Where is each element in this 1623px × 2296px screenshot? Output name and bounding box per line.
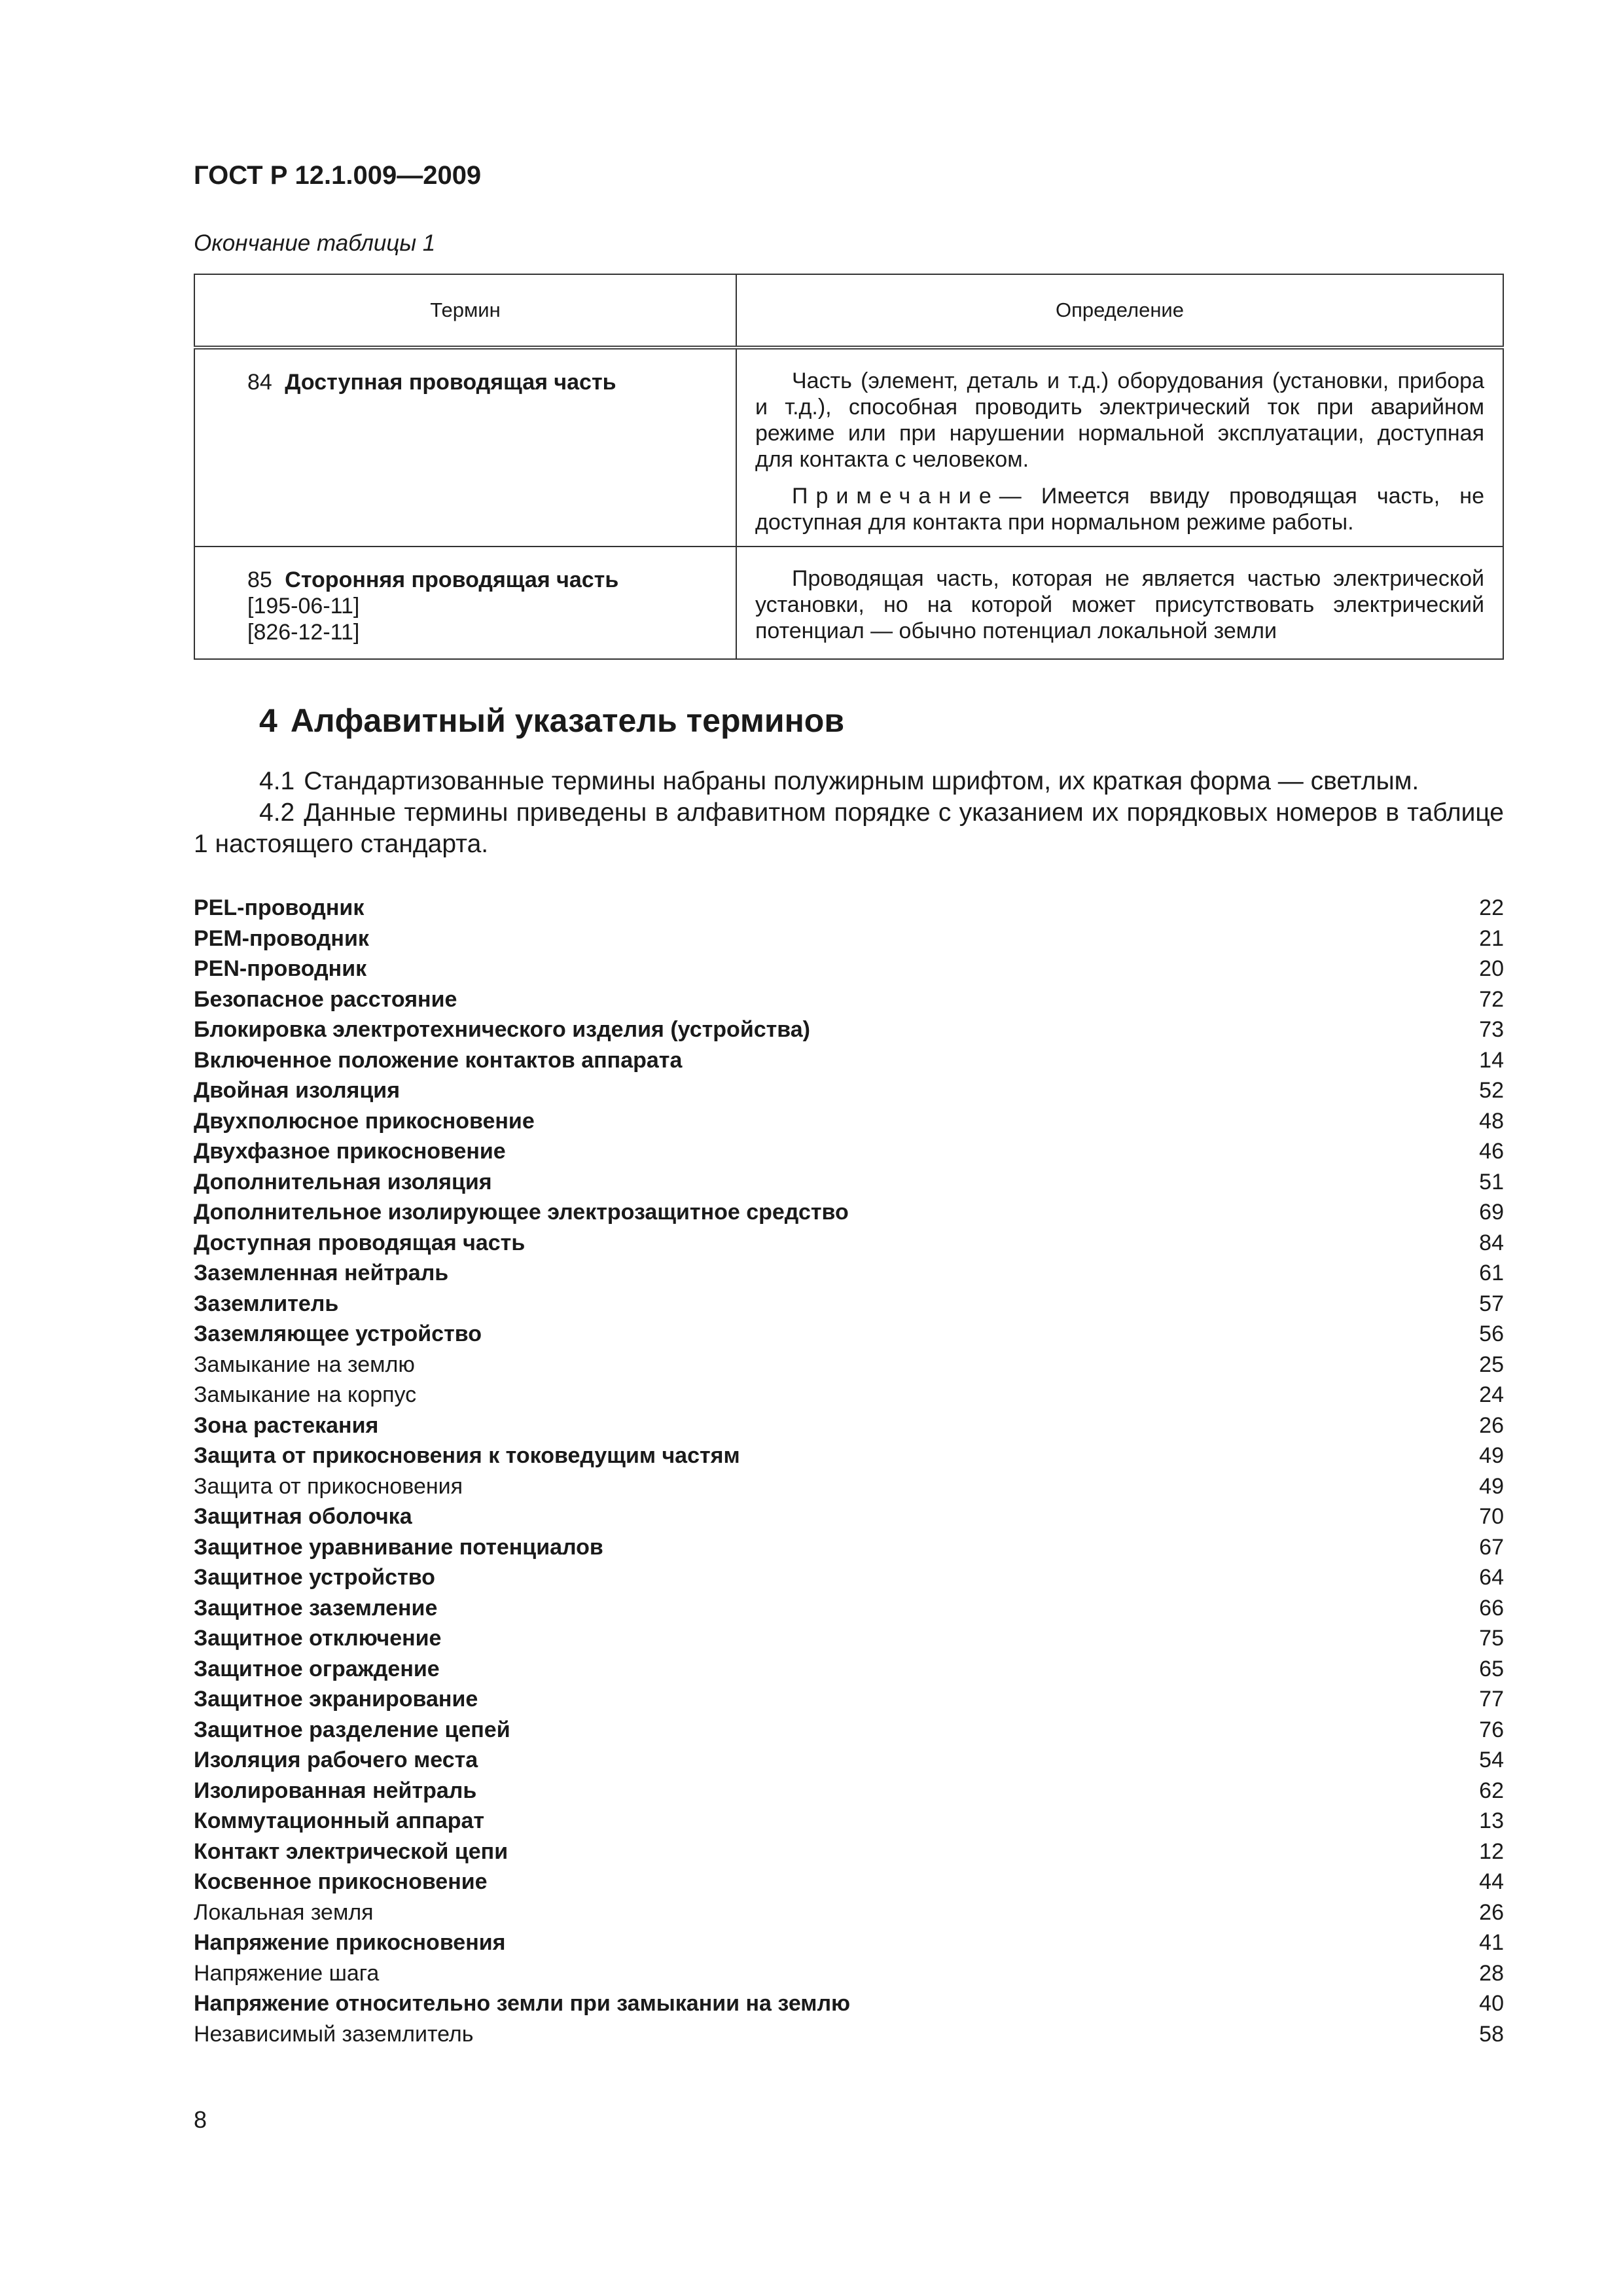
index-term: Заземлитель [194, 1291, 339, 1316]
index-term: Защитная оболочка [194, 1504, 412, 1529]
section-heading [259, 702, 844, 740]
index-number: 20 [1479, 956, 1504, 981]
index-term: PEM-проводник [194, 925, 369, 951]
index-entry [194, 1837, 1504, 1867]
term-reference: [826-12-11] [247, 620, 360, 645]
index-number: 70 [1479, 1504, 1504, 1529]
index-number: 77 [1479, 1687, 1504, 1712]
index-entry [194, 1745, 1504, 1776]
index-number: 56 [1479, 1321, 1504, 1346]
index-number: 26 [1479, 1412, 1504, 1438]
term-name: Доступная проводящая часть [285, 370, 616, 395]
definition-text: Часть (элемент, деталь и т.д.) оборудования (установки, прибора и т.д.), способная проводить электрический ток при аварийном режиме или при нарушении нормальной эксплуатации, доступная для контакта с человеком. [755, 368, 1484, 472]
term-name: Сторонняя проводящая часть [285, 567, 619, 592]
paragraph [194, 766, 1504, 797]
index-entry [194, 1562, 1504, 1593]
index-number: 65 [1479, 1656, 1504, 1681]
index-entry [194, 893, 1504, 924]
index-number: 13 [1479, 1808, 1504, 1833]
index-term: PEN-проводник [194, 956, 367, 981]
index-number: 49 [1479, 1443, 1504, 1468]
index-number: 84 [1479, 1230, 1504, 1255]
index-number: 51 [1479, 1169, 1504, 1194]
index-number: 58 [1479, 2021, 1504, 2047]
index-entry [194, 1776, 1504, 1806]
index-number: 28 [1479, 1960, 1504, 1986]
index-term: Коммутационный аппарат [194, 1808, 485, 1833]
index-term: Включенное положение контактов аппарата [194, 1047, 683, 1073]
index-number: 46 [1479, 1139, 1504, 1164]
index-entry [194, 1106, 1504, 1137]
index-entry [194, 1684, 1504, 1715]
index-entry [194, 1501, 1504, 1532]
index-term: Защитное заземление [194, 1595, 438, 1621]
index-entry [194, 1410, 1504, 1441]
index-entry [194, 1319, 1504, 1350]
index-term: PEL-проводник [194, 895, 365, 920]
index-term: Защитное разделение цепей [194, 1717, 510, 1742]
terms-table [194, 274, 1504, 660]
paragraph-text: Данные термины приведены в алфавитном порядке с указанием их порядковых номеров в таблице 1 настоящего стандарта. [194, 798, 1504, 858]
index-term: Напряжение прикосновения [194, 1930, 506, 1955]
index-number: 21 [1479, 925, 1504, 951]
index-number: 48 [1479, 1108, 1504, 1134]
index-number: 73 [1479, 1017, 1504, 1042]
table-row [194, 547, 1503, 659]
index-entry [194, 1136, 1504, 1167]
index-entry [194, 1289, 1504, 1319]
index-number: 72 [1479, 986, 1504, 1012]
index-number: 62 [1479, 1778, 1504, 1803]
index-number: 57 [1479, 1291, 1504, 1316]
index-entry [194, 2019, 1504, 2050]
index-term: Напряжение относительно земли при замыкании на землю [194, 1991, 851, 2016]
paragraph-number: 4.1 [259, 767, 295, 795]
index-entry [194, 1045, 1504, 1076]
definition-text: Проводящая часть, которая не является частью электрической установки, но на которой может присутствовать электрический потенциал — обычно потенциал локальной земли [755, 566, 1484, 643]
index-number: 22 [1479, 895, 1504, 920]
term-number: 84 [247, 370, 272, 395]
term-reference: [195-06-11] [247, 594, 360, 619]
index-number: 75 [1479, 1626, 1504, 1651]
index-entry [194, 1593, 1504, 1624]
page-number: 8 [194, 2106, 207, 2133]
index-entry [194, 1228, 1504, 1259]
table-header-row [194, 274, 1503, 348]
index-number: 76 [1479, 1717, 1504, 1742]
index-term: Дополнительное изолирующее электрозащитное средство [194, 1200, 849, 1225]
note-label: Примечание [792, 484, 999, 509]
term-cell [194, 547, 736, 659]
index-entry [194, 1350, 1504, 1380]
index-entry [194, 1014, 1504, 1045]
index-number: 26 [1479, 1899, 1504, 1925]
index-entry [194, 1897, 1504, 1928]
paragraph [194, 797, 1504, 860]
index-term: Защитное уравнивание потенциалов [194, 1534, 603, 1560]
index-entry [194, 1806, 1504, 1837]
index-term: Контакт электрической цепи [194, 1839, 508, 1864]
column-header-term: Термин [194, 274, 736, 348]
index-entry [194, 954, 1504, 984]
index-term: Блокировка электротехнического изделия (устройства) [194, 1017, 810, 1042]
index-entry [194, 1623, 1504, 1654]
index-term: Защита от прикосновения [194, 1473, 463, 1499]
index-entry [194, 1441, 1504, 1471]
table-row [194, 348, 1503, 547]
index-number: 66 [1479, 1595, 1504, 1621]
index-number: 12 [1479, 1839, 1504, 1864]
index-number: 40 [1479, 1991, 1504, 2016]
index-entry [194, 924, 1504, 954]
index-entry [194, 1471, 1504, 1502]
index-entry [194, 1958, 1504, 1989]
index-term: Замыкание на землю [194, 1352, 415, 1377]
index-term: Защитное ограждение [194, 1656, 440, 1681]
index-entry [194, 1258, 1504, 1289]
index-term: Локальная земля [194, 1899, 374, 1925]
index-term: Безопасное расстояние [194, 986, 457, 1012]
index-entry [194, 1380, 1504, 1410]
index-number: 14 [1479, 1047, 1504, 1073]
document-code: ГОСТ Р 12.1.009—2009 [194, 161, 482, 190]
index-number: 52 [1479, 1078, 1504, 1103]
index-term: Двухполюсное прикосновение [194, 1108, 535, 1134]
term-index-list [194, 893, 1504, 2049]
index-number: 67 [1479, 1534, 1504, 1560]
index-number: 61 [1479, 1261, 1504, 1285]
paragraph-number: 4.2 [259, 798, 295, 827]
section-title-text: Алфавитный указатель терминов [290, 702, 845, 739]
index-term: Доступная проводящая часть [194, 1230, 526, 1255]
index-entry [194, 1167, 1504, 1198]
index-term: Изолированная нейтраль [194, 1778, 477, 1803]
term-number: 85 [247, 567, 272, 592]
definition-cell [736, 547, 1503, 659]
index-term: Двойная изоляция [194, 1078, 401, 1103]
column-header-definition: Определение [736, 274, 1503, 348]
index-entry [194, 1654, 1504, 1685]
index-number: 69 [1479, 1200, 1504, 1225]
index-number: 64 [1479, 1565, 1504, 1590]
index-term: Заземленная нейтраль [194, 1261, 449, 1285]
index-entry [194, 1532, 1504, 1563]
index-entry [194, 1988, 1504, 2019]
index-term: Заземляющее устройство [194, 1321, 482, 1346]
index-entry [194, 1928, 1504, 1958]
index-entry [194, 1715, 1504, 1746]
index-term: Напряжение шага [194, 1960, 380, 1986]
index-term: Защитное отключение [194, 1626, 442, 1651]
index-number: 44 [1479, 1869, 1504, 1894]
index-entry [194, 1075, 1504, 1106]
term-cell [194, 348, 736, 547]
paragraph-text: Стандартизованные термины набраны полужирным шрифтом, их краткая форма — светлым. [304, 767, 1419, 795]
index-term: Независимый заземлитель [194, 2021, 474, 2047]
table-caption: Окончание таблицы 1 [194, 230, 436, 256]
index-entry [194, 1197, 1504, 1228]
definition-note [755, 483, 1484, 535]
index-number: 24 [1479, 1382, 1504, 1407]
index-term: Изоляция рабочего места [194, 1748, 478, 1772]
index-term: Двухфазное прикосновение [194, 1139, 506, 1164]
index-term: Дополнительная изоляция [194, 1169, 492, 1194]
index-number: 41 [1479, 1930, 1504, 1955]
index-entry [194, 1867, 1504, 1897]
index-number: 49 [1479, 1473, 1504, 1499]
index-term: Защита от прикосновения к токоведущим частям [194, 1443, 740, 1468]
index-term: Косвенное прикосновение [194, 1869, 488, 1894]
index-entry [194, 984, 1504, 1015]
index-term: Защитное устройство [194, 1565, 435, 1590]
definition-cell [736, 348, 1503, 547]
index-number: 25 [1479, 1352, 1504, 1377]
index-term: Замыкание на корпус [194, 1382, 417, 1407]
note-text: — Имеется ввиду проводящая часть, не доступная для контакта при нормальном режиме работы. [755, 484, 1484, 535]
index-term: Защитное экранирование [194, 1687, 478, 1712]
index-number: 54 [1479, 1748, 1504, 1772]
index-term: Зона растекания [194, 1412, 379, 1438]
section-number: 4 [259, 702, 277, 739]
